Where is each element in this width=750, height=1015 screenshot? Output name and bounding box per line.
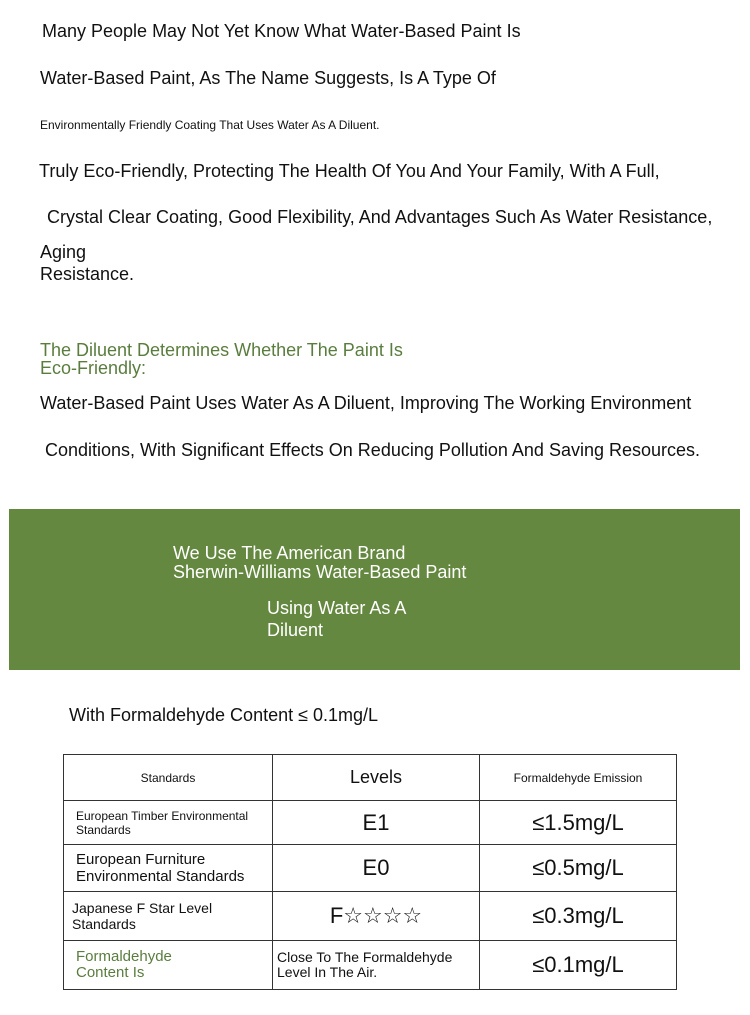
table-row bbox=[64, 801, 677, 845]
intro-line-3: Truly Eco-Friendly, Protecting The Health Of You And Your Family, With A Full, bbox=[39, 161, 660, 181]
standard-cell: Japanese F Star Level Standards bbox=[64, 892, 273, 941]
table-header-row bbox=[64, 755, 677, 801]
level-cell: F☆☆☆☆ bbox=[273, 892, 480, 941]
banner-line-1: We Use The American Brand bbox=[173, 543, 406, 563]
intro-line-2: Environmentally Friendly Coating That Uses Water As A Diluent. bbox=[40, 118, 380, 132]
intro-line-4: Crystal Clear Coating, Good Flexibility, And Advantages Such As Water Resistance, bbox=[47, 208, 713, 227]
intro-heading: Many People May Not Yet Know What Water-Based Paint Is bbox=[42, 21, 521, 41]
brand-banner bbox=[9, 509, 740, 670]
level-cell: Close To The Formaldehyde Level In The Air. bbox=[273, 941, 480, 990]
header-standards: Standards bbox=[64, 755, 273, 801]
standard-cell-text: Formaldehyde Content Is bbox=[76, 948, 172, 981]
table-row bbox=[64, 941, 677, 990]
formaldehyde-note: With Formaldehyde Content ≤ 0.1mg/L bbox=[69, 705, 379, 725]
table-row bbox=[64, 845, 677, 892]
header-levels: Levels bbox=[273, 755, 480, 801]
diluent-title-line-1: The Diluent Determines Whether The Paint Is bbox=[40, 340, 403, 360]
standard-cell: European Furniture Environmental Standards bbox=[64, 845, 273, 892]
emission-cell: ≤0.1mg/L bbox=[480, 941, 677, 990]
diluent-text-1: Water-Based Paint Uses Water As A Diluent, Improving The Working Environment bbox=[40, 394, 692, 413]
level-cell: E1 bbox=[273, 801, 480, 845]
intro-line-5a: Aging bbox=[40, 242, 87, 262]
diluent-text-2: Conditions, With Significant Effects On Reducing Pollution And Saving Resources. bbox=[45, 441, 701, 460]
standards-table bbox=[63, 754, 677, 990]
banner-line-2: Sherwin-Williams Water-Based Paint bbox=[173, 562, 467, 582]
banner-line-4: Diluent bbox=[267, 620, 324, 640]
table-row bbox=[64, 892, 677, 941]
emission-cell: ≤0.5mg/L bbox=[480, 845, 677, 892]
standard-cell: European Timber Environmental Standards bbox=[64, 801, 273, 845]
intro-line-5b: Resistance. bbox=[40, 264, 135, 284]
header-emission: Formaldehyde Emission bbox=[480, 755, 677, 801]
banner-line-3: Using Water As A bbox=[267, 598, 407, 618]
level-cell: E0 bbox=[273, 845, 480, 892]
emission-cell: ≤1.5mg/L bbox=[480, 801, 677, 845]
standard-cell bbox=[64, 941, 273, 990]
intro-line-1: Water-Based Paint, As The Name Suggests, Is A Type Of bbox=[40, 68, 496, 88]
emission-cell: ≤0.3mg/L bbox=[480, 892, 677, 941]
diluent-title-line-2: Eco-Friendly: bbox=[40, 358, 147, 378]
